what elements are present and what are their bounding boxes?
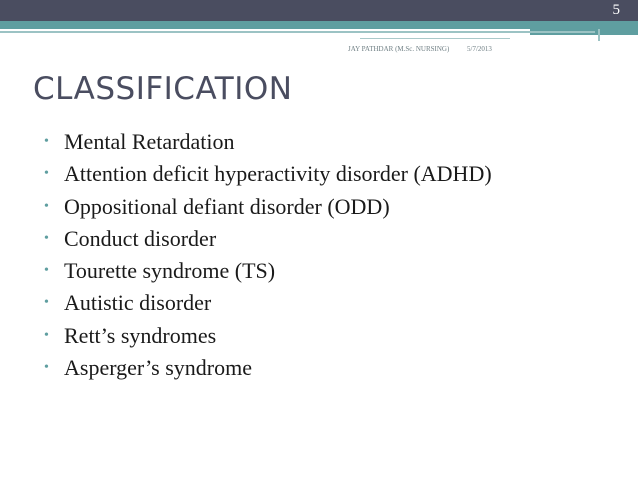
footer-date: 5/7/2013 <box>467 45 492 53</box>
bullet-icon: • <box>44 230 49 246</box>
list-item-text: Asperger’s syndrome <box>64 355 252 381</box>
bullet-icon: • <box>44 198 49 214</box>
list-item <box>44 352 492 384</box>
bullet-icon: • <box>44 360 49 376</box>
bullet-icon: • <box>44 166 49 182</box>
bullet-icon: • <box>44 263 49 279</box>
list-item-text: Mental Retardation <box>64 129 235 154</box>
slide-number: 5 <box>612 2 620 18</box>
slide-title: CLASSIFICATION <box>33 71 293 107</box>
list-item <box>44 287 492 319</box>
list-item <box>44 223 492 255</box>
bullet-icon: • <box>44 134 49 149</box>
bullet-list <box>44 126 492 384</box>
bullet-icon: • <box>44 327 49 343</box>
list-item-text: Tourette syndrome (TS) <box>64 258 276 284</box>
list-item-text: Oppositional defiant disorder (ODD) <box>64 193 390 219</box>
list-item <box>44 158 492 190</box>
list-item-text: Rett’s syndromes <box>64 322 217 348</box>
list-item <box>44 255 492 287</box>
list-item <box>44 126 492 158</box>
list-item <box>44 191 492 223</box>
bullet-icon: • <box>44 295 49 311</box>
header-band-dark <box>0 0 638 21</box>
list-item <box>44 320 492 352</box>
header-accent <box>598 29 600 41</box>
list-item-text: Autistic disorder <box>64 290 212 316</box>
list-item-text: Attention deficit hyperactivity disorder (ADHD) <box>64 161 492 187</box>
list-item-text: Conduct disorder <box>64 225 217 251</box>
footer-rule <box>360 38 510 39</box>
footer-author: JAY PATHDAR (M.Sc. NURSING) <box>348 45 450 53</box>
header-rule <box>0 31 595 33</box>
